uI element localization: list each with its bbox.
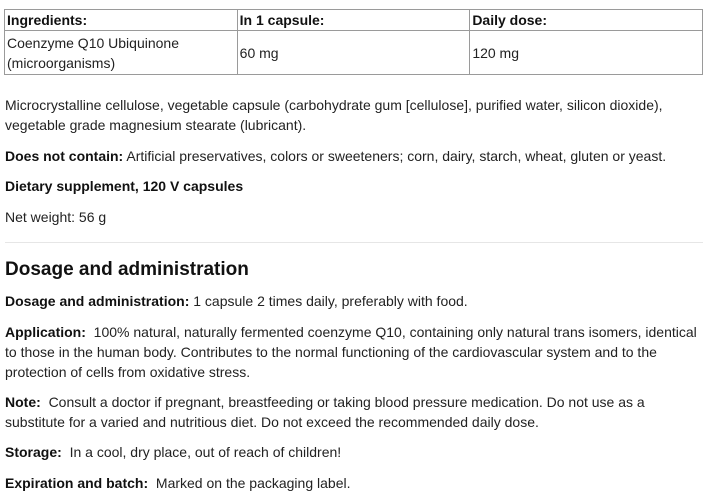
does-not-contain-label: Does not contain:: [5, 148, 124, 164]
expiration-text: Marked on the packaging label.: [155, 475, 351, 491]
application-paragraph: [5, 322, 705, 382]
section-divider: [5, 242, 703, 243]
per-capsule-cell: 60 mg: [237, 31, 470, 75]
ingredients-table: [4, 9, 703, 75]
expiration-label: Expiration and batch:: [5, 475, 149, 491]
storage-paragraph: [5, 442, 705, 462]
header-daily-dose: Daily dose:: [470, 10, 703, 31]
does-not-contain-text: Artificial preservatives, colors or sweeteners; corn, dairy, starch, wheat, gluten or yeast.: [126, 148, 667, 164]
ingredient-source: (microorganisms): [7, 54, 116, 71]
table-row: [5, 31, 703, 75]
dosage-paragraph: [5, 291, 705, 311]
header-ingredients: Ingredients:: [5, 10, 238, 31]
supplement-line: [5, 176, 705, 196]
does-not-contain: [5, 146, 705, 166]
net-weight-text: Net weight: 56 g: [5, 209, 107, 225]
supplement-line-text: Dietary supplement, 120 V capsules: [5, 178, 244, 194]
dosage-text: 1 capsule 2 times daily, preferably with food.: [193, 293, 468, 309]
other-ingredients-text: Microcrystalline cellulose, vegetable capsule (carbohydrate gum [cellulose], purified water, silicon dioxide), vegetable grade magnesium stearate (lubricant).: [5, 97, 663, 133]
application-text: 100% natural, naturally fermented coenzyme Q10, containing only natural trans isomers, identical to those in the human body. Contributes to the normal functioning of the cardiovascular system and to the protection of cells from oxidative stress.: [5, 324, 697, 380]
storage-label: Storage:: [5, 444, 62, 460]
storage-text: In a cool, dry place, out of reach of children!: [69, 444, 342, 460]
ingredient-cell: [5, 31, 238, 75]
header-in-1-capsule: In 1 capsule:: [237, 10, 470, 31]
table-header-row: [5, 10, 703, 31]
ingredient-name: Coenzyme Q10 Ubiquinone: [7, 34, 179, 51]
note-label: Note:: [5, 394, 41, 410]
expiration-paragraph: [5, 473, 705, 493]
application-label: Application:: [5, 324, 86, 340]
dosage-section-heading: Dosage and administration: [5, 259, 249, 280]
note-paragraph: [5, 392, 705, 432]
note-text: Consult a doctor if pregnant, breastfeeding or taking blood pressure medication. Do not use as a substitute for a varied and nutritious diet. Do not exceed the recommended daily dose.: [5, 394, 645, 430]
daily-dose-cell: 120 mg: [470, 31, 703, 75]
dosage-label: Dosage and administration:: [5, 293, 190, 309]
